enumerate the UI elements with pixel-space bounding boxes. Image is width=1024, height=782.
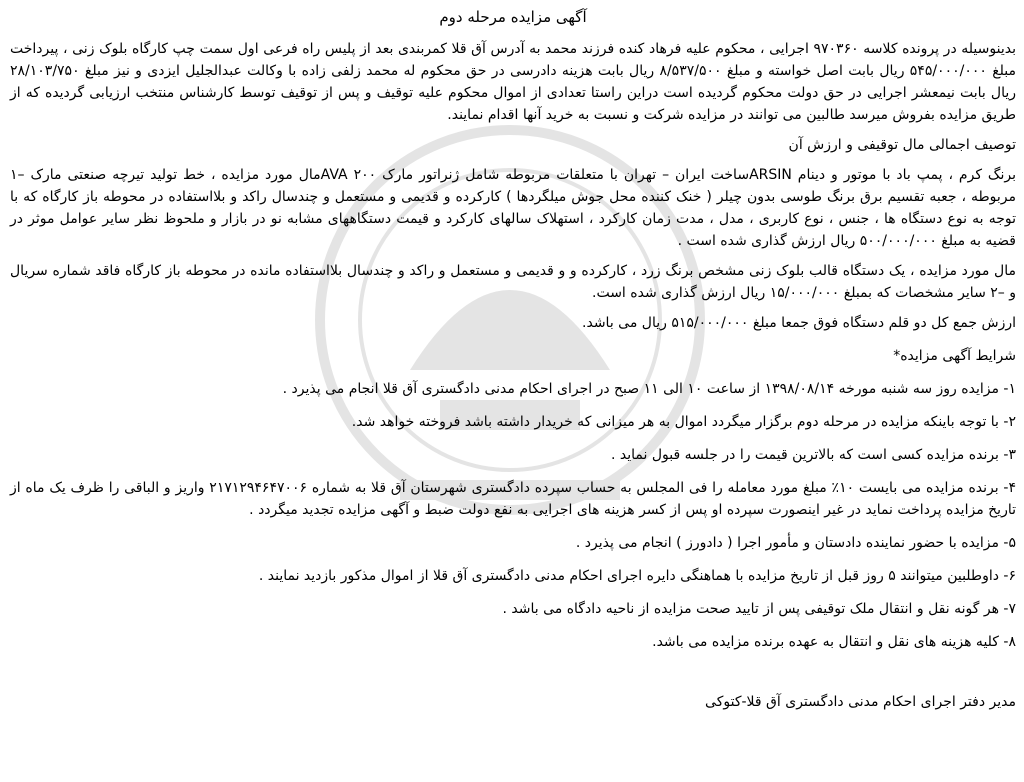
condition-item: ۲- با توجه باینکه مزایده در مرحله دوم برگزار میگردد اموال به هر میزانی که خریدار داشته باشد فروخته خواهد شد.: [351, 414, 1016, 430]
conditions-heading: شرایط آگهی مزایده*: [893, 348, 1016, 364]
condition-item: ۸- کلیه هزینه های نقل و انتقال به عهده برنده مزایده می باشد.: [652, 634, 1016, 650]
page-title: آگهی مزایده مرحله دوم: [439, 8, 587, 26]
condition-item: ۶- داوطلبین میتوانند ۵ روز قبل از تاریخ مزایده با هماهنگی دایره اجرای احکام مدنی دادگستری آق قلا از اموال مذکور بازدید نمایند .: [258, 568, 1016, 584]
condition-item: ۷- هر گونه نقل و انتقال ملک توقیفی پس از تایید صحت مزایده از ناحیه دادگاه می باشد .: [502, 601, 1016, 617]
section-heading: توصیف اجمالی مال توقیفی و ارزش آن: [788, 137, 1016, 153]
announcement-body: [10, 0, 1016, 721]
item-2-description: مال مورد مزایده ، یک دستگاه قالب بلوک زنی مشخص برنگ زرد ، کارکرده و و قدیمی و مستعمل و راکد و چندسال بلااستفاده مانده در محوطه باز کارگاه فاقد شماره سریال و –۲ سایر مشخصات که بمبلغ ۱۵/۰۰۰/۰۰۰ ریال ارزش گذاری شده است.: [10, 263, 1016, 301]
condition-item: ۴- برنده مزایده می بایست ۱۰٪ مبلغ مورد معامله را فی المجلس به حساب سپرده دادگستری شهرستان آق قلا به شماره ۲۱۷۱۲۹۴۶۴۷۰۰۶ واریز و الباقی را ظرف یک ماه از تاریخ مزایده پرداخت نماید در غیر اینصورت سپرده او پس از کسر هزینه های اجرایی به نفع دولت ضبط و آگهی مزایده تجدید میگردد .: [10, 480, 1017, 518]
intro-paragraph: بدینوسیله در پرونده کلاسه ۹۷۰۳۶۰ اجرایی ، محکوم علیه فرهاد کنده فرزند محمد به آدرس آق قلا کمربندی بعد از پلیس راه فرعی اول سمت چپ کارگاه بلوک زنی ، پیرداخت مبلغ ۵۴۵/۰۰۰/۰۰۰ ریال بابت اصل خواسته و مبلغ ۸/۵۳۷/۵۰۰ ریال بابت هزینه دادرسی در حق محکوم له محمد زلفی زاده با وکالت عبدالجلیل ایزدی و نیز مبلغ ۲۸/۱۰۳/۷۵۰ ریال بابت نیمعشر اجرایی در حق دولت محکوم گردیده است دراین راستا تعدادی از اموال محکوم علیه توقیف و پس از توقیف توسط کارشناس منتخب ارزیابی گردیده که از طریق مزایده بفروش میرسد طالبین می توانند در مزایده شرکت و نسبت به خرید آنها اقدام نمایند.: [10, 41, 1017, 123]
condition-item: ۳- برنده مزایده کسی است که بالاترین قیمت را در جلسه قبول نماید .: [611, 447, 1016, 463]
signature: مدیر دفتر اجرای احکام مدنی دادگستری آق قلا-کتوکی: [705, 694, 1016, 710]
condition-item: ۵- مزایده با حضور نماینده دادستان و مأمور اجرا ( دادورز ) انجام می پذیرد .: [575, 535, 1016, 551]
item-1-description: برنگ کرم ، پمپ باد با موتور و دینام ARSINساخت ایران – تهران با متعلقات مربوطه شامل ژنراتور مارک ۲۰۰ AVAمال مورد مزایده ، خط تولید تیرچه صنعتی مارک –۱ مربوطه ، جعبه تقسیم برق برنگ طوسی بدون چیلر ( خنک کننده محل جوش میلگردها ) کارکرده و قدیمی و مستعمل و چندسال راکد و بلااستفاده در محوطه باز کارگاه که با توجه به نوع دستگاه ها ، جنس ، نوع کاربری ، مدل ، مدت زمان کارکرد ، استهلاک سالهای کارکرد و قیمت دستگاههای مشابه نو در بازار و ملحوظ نظر سایر عوامل موثر در قضیه به مبلغ ۵۰۰/۰۰۰/۰۰۰ ریال ارزش گذاری شده است .: [10, 167, 1016, 249]
total-value: ارزش جمع کل دو قلم دستگاه فوق جمعا مبلغ ۵۱۵/۰۰۰/۰۰۰ ریال می باشد.: [582, 315, 1016, 331]
condition-item: ۱- مزایده روز سه شنبه مورخه ۱۳۹۸/۰۸/۱۴ از ساعت ۱۰ الی ۱۱ صبح در اجرای احکام مدنی دادگستری آق قلا انجام می پذیرد .: [282, 381, 1016, 397]
